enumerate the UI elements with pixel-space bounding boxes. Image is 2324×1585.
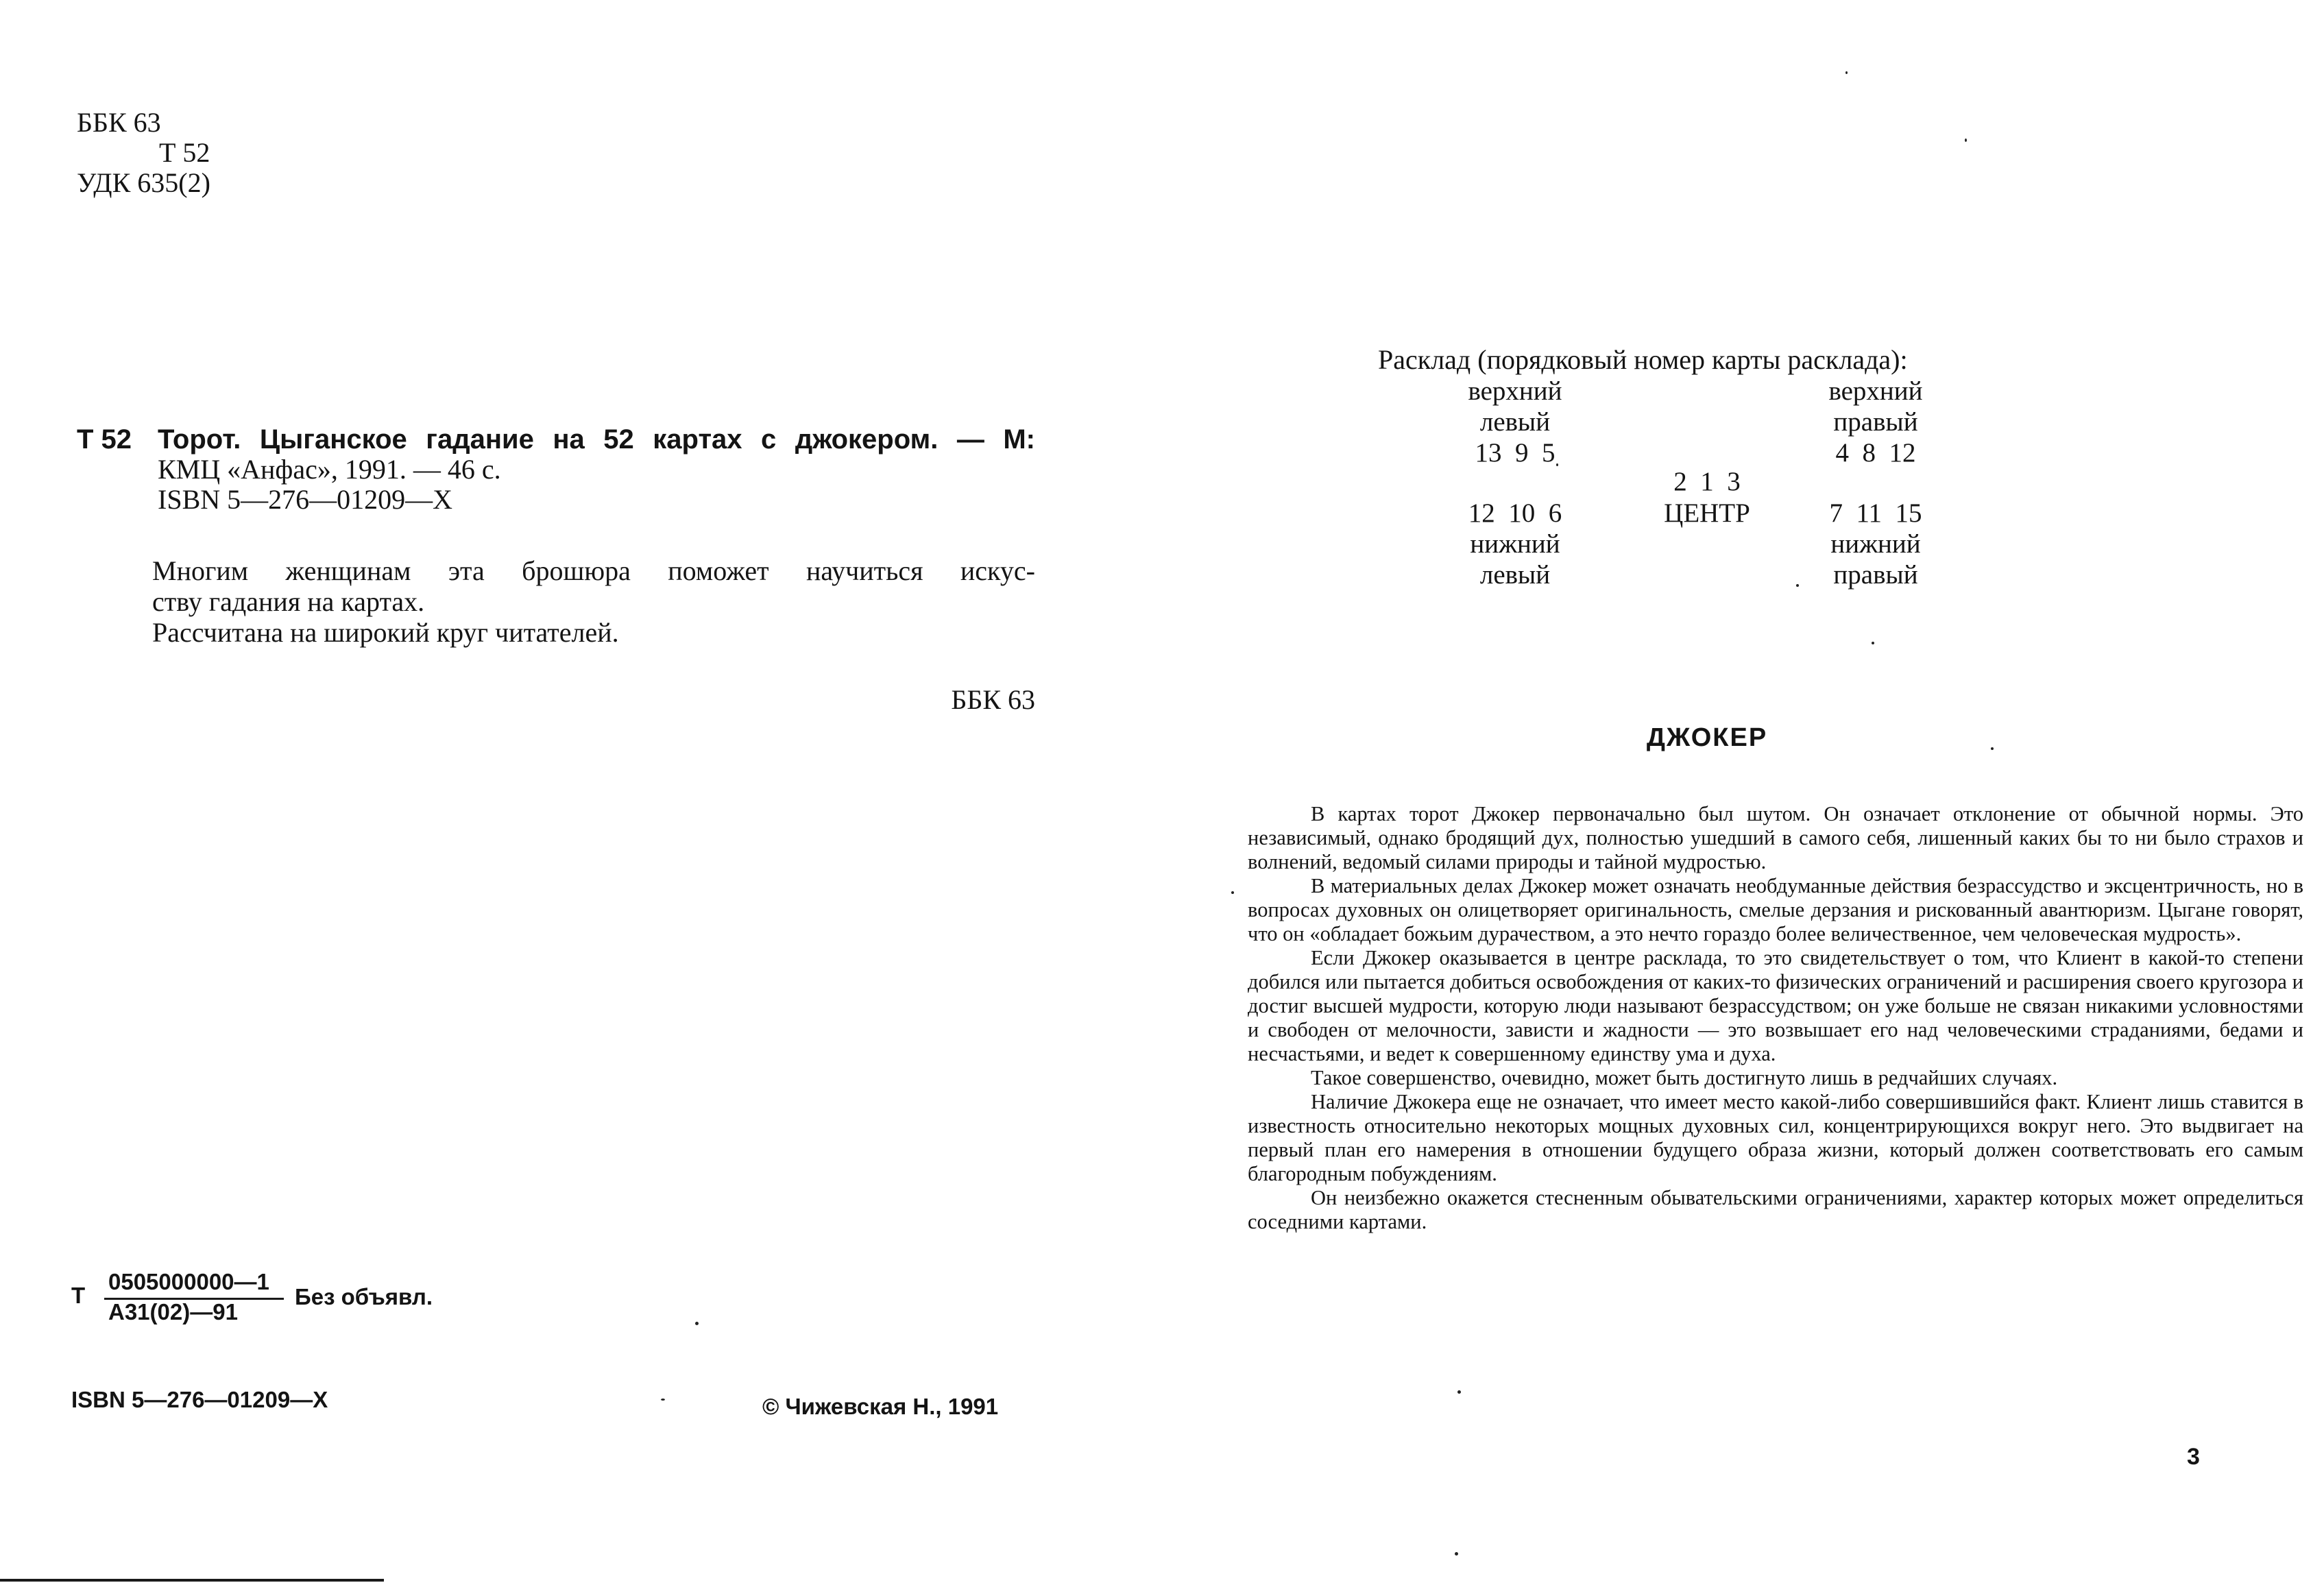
copyright: © Чижевская Н., 1991 [762,1394,999,1419]
layout-upper-left-line2: левый [1479,407,1551,437]
layout-center-label: ЦЕНТР [1664,498,1750,528]
paragraph: Наличие Джокера еще не означает, что имеет место какой-либо совершившийся факт. Клиент лишь ставится в известность относительно некоторых мощных духовных сил, концентрирующихся вокруг него. Это выдвигает на первый план его намерения в отношении будущего образа жизни, который должен соответствовать его самым благородным побуждениям. [1248,1090,2303,1185]
layout-upper-right-numbers: 4 8 12 [1835,438,1916,468]
price-code-denominator: А31(02)—91 [108,1299,238,1324]
layout-center-label-block [1638,498,1776,529]
layout-upper-left-numbers: 13 9 5 [1475,438,1556,468]
right-page [1159,0,2324,1585]
layout-lower-right-numbers: 7 11 15 [1829,498,1922,528]
print-speck [1965,138,1967,142]
paragraph: В картах торот Джокер первоначально был шутом. Он означает отклонение от обычной нормы. Это независимый, однако бродящий дух, полностью ушедший в самого себя, лишенный каких бы то ни было страхов и волнений, ведомый силами природы и тайной мудростью. [1248,802,2303,873]
layout-lower-left-numbers: 12 10 6 [1468,498,1562,528]
layout-lower-left [1447,498,1584,590]
price-code-numerator: 0505000000—1 [108,1269,269,1294]
layout-center [1638,466,1776,497]
catalog-isbn: ISBN 5—276—01209—X [158,484,453,515]
print-speck [661,1399,665,1401]
layout-upper-left-line1: верхний [1468,376,1562,406]
layout-lower-right [1807,498,1944,590]
udk-code: УДК 635(2) [77,167,210,198]
paragraph: Он неизбежно окажется стесненным обывательскими ограничениями, характер которых может определиться соседними картами. [1248,1186,2303,1233]
footer-isbn: ISBN 5—276—01209—X [71,1387,328,1412]
annotation-line-1: Многим женщинам эта брошюра поможет научиться искус- [152,555,1035,586]
bottom-edge-rule [0,1579,384,1582]
price-note: Без объявл. [295,1284,433,1309]
print-speck [1872,642,1874,644]
paragraph: Такое совершенство, очевидно, может быть достигнуто лишь в редчайших случаях. [1311,1066,2058,1089]
layout-center-numbers: 2 1 3 [1673,467,1741,496]
layout-upper-right [1807,376,1944,468]
print-speck [1231,891,1234,894]
annotation-line-3: Рассчитана на широкий круг читателей. [152,617,619,648]
section-title: ДЖОКЕР [1646,723,1768,752]
bbk-code-right: ББК 63 [951,684,1035,715]
layout-lower-left-line2: левый [1479,560,1551,590]
paragraph: В материальных делах Джокер может означать необдуманные действия безрассудство и эксцентричность, но в вопросах духовных он олицетворяет оригинальность, смелые дерзания и рискованный авантюризм. Цыгане говорят, что он «обладает божьим дурачеством, а это нечто гораздо более величественное, чем человеческая мудрость». [1248,874,2303,945]
layout-heading: Расклад (порядковый номер карты расклада): [1378,344,1908,375]
page-number: 3 [2187,1444,2200,1470]
print-speck [1556,463,1558,466]
print-speck [1845,71,1848,74]
print-speck [1455,1552,1458,1556]
layout-lower-right-line1: нижний [1830,529,1921,559]
catalog-title: Торот. Цыганское гадание на 52 картах с джокером. — М: [158,424,1035,455]
catalog-index: Т 52 [77,424,132,455]
annotation-line-2: ству гадания на картах. [152,586,425,617]
author-mark: Т 52 [159,137,210,168]
layout-upper-right-line2: правый [1833,407,1918,437]
catalog-publisher: КМЦ «Анфас», 1991. — 46 с. [158,454,501,485]
left-page [0,0,1159,1585]
bbk-code: ББК 63 [77,107,161,138]
print-speck [1796,584,1799,587]
section-body [1248,802,2303,1234]
price-code-letter: Т [71,1283,86,1308]
print-speck [1457,1390,1461,1394]
print-speck [1991,747,1994,750]
layout-upper-right-line1: верхний [1828,376,1923,406]
paragraph: Если Джокер оказывается в центре расклада, то это свидетельствует о том, что Клиент в какой-то степени добился или пытается добиться освобождения от каких-то физических ограничений и расширения своего кругозора и достиг высшей мудрости, которую люди называют безрассудством; он уже больше не связан никакими условностями и свободен от мелочности, зависти и жадности — это возвышает его над человеческими страданиями, бедами и несчастьями, и ведет к совершенному единству ума и духа. [1248,946,2303,1065]
print-speck [695,1322,699,1325]
layout-lower-left-line1: нижний [1470,529,1560,559]
layout-lower-right-line2: правый [1833,560,1918,590]
layout-upper-left [1447,376,1584,468]
